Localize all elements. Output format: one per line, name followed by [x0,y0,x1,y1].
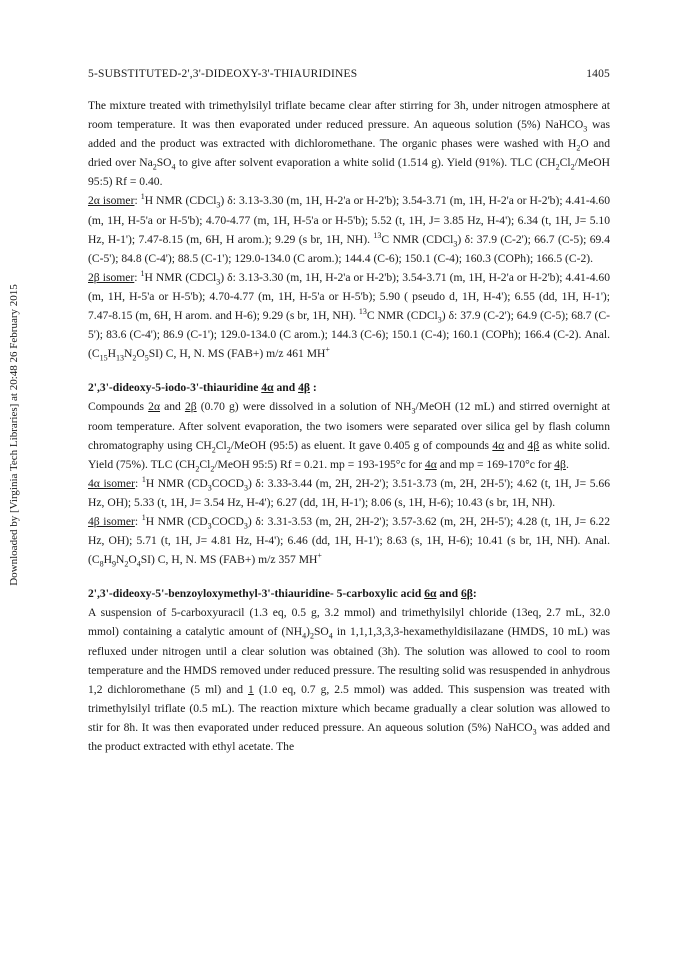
paragraph-workup-2: The mixture treated with trimethylsilyl triflate became clear after stirring for 3h, under nitrogen atmosphere at room temperature. It was then evaporated under reduced pressure. An aqueous solution (5%) NaHCO$_3$ was added and the product was extracted with dichloromethane. The organic phases were washed with $H_2O$ and dried over $Na_2SO_4$ to give after solvent evaporation a white solid (1.514 g). Yield (91%). TLC ($CH_2Cl_2$/MeOH 95:5) Rf = 0.40. [88,99,610,189]
paragraph-2alpha-nmr: 2α isomer: $^1$H NMR (CDCl$_3$) δ: 3.13-3.30 (m, 1H, H-2'a or H-2'b); 3.54-3.71 (m, 1H, H-2'a or H-2'b); 4.41-4.60 (m, 1H, H-5'a or H-5'b); 4.70-4.77 (m, 1H, H-5'a or H-5'b); 5.52 (t, 1H, J= 3.85 Hz, H-4'); 6.34 (t, 1H, J= 5.10 Hz, H-1'); 7.47-8.15 (m, 6H, H arom.); 9.29 (s br, 1H, NH). $^{13}$C NMR (CDCl$_3$) δ: 37.9 (C-2'); 66.7 (C-5); 69.4 (C-5'); 84.8 (C-4'); 88.5 (C-1'); 129.0-134.0 (C arom.); 144.4 (C-6); 150.1 (C-4); 160.3 (COPh); 166.5 (C-2). [88,192,610,265]
download-watermark-text: Downloaded by [Virginia Tech Libraries] at 20:48 26 February 2015 [8,284,20,586]
paragraph-4beta-nmr: 4β isomer: $^1$H NMR $(CD_3COCD_3)$ δ: 3.31-3.53 (m, 2H, 2H-2'); 3.57-3.62 (m, 2H, 2H-5'); 4.28 (t, 1H, J= 6.22 Hz, OH); 5.71 (t, 1H, J= 4.81 Hz, H-4'); 6.46 (dd, 1H, H-1'); 8.63 (s, 1H, H-6); 10.41 (s br, 1H, NH). Anal. $(C_8H_9N_2O_4SI)$ C, H, N. MS (FAB+) m/z 357 MH+ [88,513,610,569]
isomer-label: 4α isomer [88,476,136,490]
isomer-label: 2β isomer [88,270,135,284]
section-heading-compound-4: 2',3'-dideoxy-5-iodo-3'-thiauridine 4α and 4β : [88,381,317,395]
isomer-label: 2α isomer [88,194,135,208]
paragraph-compound-4-prep: Compounds 2α and 2β (0.70 g) were dissolved in a solution of $NH_3$/MeOH (12 mL) and stirred overnight at room temperature. After solvent evaporation, the two isomers were separated over silica gel by flash column chromatography using $CH_2Cl_2$/MeOH (95:5) as eluent. It gave 0.405 g of compounds 4α and 4β as white solid. Yield (75%). TLC ($CH_2Cl_2$/MeOH 95:5) Rf = 0.21. mp = 193-195°c for 4α and mp = 169-170°c for 4β. [88,400,610,473]
running-title: 5-SUBSTITUTED-2',3'-DIDEOXY-3'-THIAURIDINES [88,68,358,80]
page-number: 1405 [586,68,610,80]
article-body [88,96,610,756]
isomer-label: 4β isomer [88,514,135,528]
section-heading-compound-6: 2',3'-dideoxy-5'-benzoyloxymethyl-3'-thiauridine- 5-carboxylic acid 6α and 6β: [88,587,477,601]
paragraph-compound-6-prep: A suspension of 5-carboxyuracil (1.3 eq, 0.5 g, 3.2 mmol) and trimethylsilyl chloride (13eq, 2.7 mL, 32.0 mmol) containing a catalytic amount of $(NH_4)_2SO_4$ in 1,1,1,3,3,3-hexamethyldisilazane (HMDS, 10 mL) was refluxed under nitrogen until a clear solution was obtained (3h). The solution was allowed to cool to room temperature and the HMDS removed under reduced pressure. The resulting solid was resuspended in anhydrous 1,2 dichloromethane (5 ml) and 1 (1.0 eq, 0.7 g, 2.5 mmol) was added. This suspension was treated with trimethylsilyl triflate (0.5 mL). The reaction mixture which became gradually a clear solution was allowed to stir for 8h. It was then evaporated under reduced pressure. An aqueous solution (5%) NaHCO$_3$ was added and the product extracted with ethyl acetate. The [88,606,610,753]
paragraph-2beta-nmr: 2β isomer: $^1$H NMR (CDCl$_3$) δ: 3.13-3.30 (m, 1H, H-2'a or H-2'b); 3.54-3.71 (m, 1H, H-2'a or H-2'b); 4.41-4.60 (m, 1H, H-5'a or H-5'b); 4.70-4.77 (m, 1H, H-5'a or H-5'b); 5.90 ( pseudo d, 1H, H-4'); 6.55 (dd, 1H, H-1'); 7.47-8.15 (m, 6H, H arom. and H-6); 9.29 (s br, 1H, NH). $^{13}$C NMR (CDCl$_3$) δ: 37.9 (C-2'); 64.9 (C-5); 68.7 (C-5'); 83.6 (C-4'); 86.9 (C-1'); 129.0-134.0 (C arom.); 144.3 (C-6); 150.1 (C-4); 160.1 (COPh); 166.4 (C-2). Anal. $(C_{15}H_{13}N_2O_5SI)$ C, H, N. MS (FAB+) m/z 461 MH+ [88,268,610,363]
download-watermark [4,225,24,645]
paragraph-4alpha-nmr: 4α isomer: $^1$H NMR $(CD_3COCD_3)$ δ: 3.33-3.44 (m, 2H, 2H-2'); 3.51-3.73 (m, 2H, 2H-5'); 4.62 (t, 1H, J= 5.66 Hz, OH); 5.33 (t, 1H, J= 3.54 Hz, H-4'); 6.27 (dd, 1H, H-1'); 8.06 (s, 1H, H-6); 10.43 (s br, 1H, NH). [88,474,610,509]
